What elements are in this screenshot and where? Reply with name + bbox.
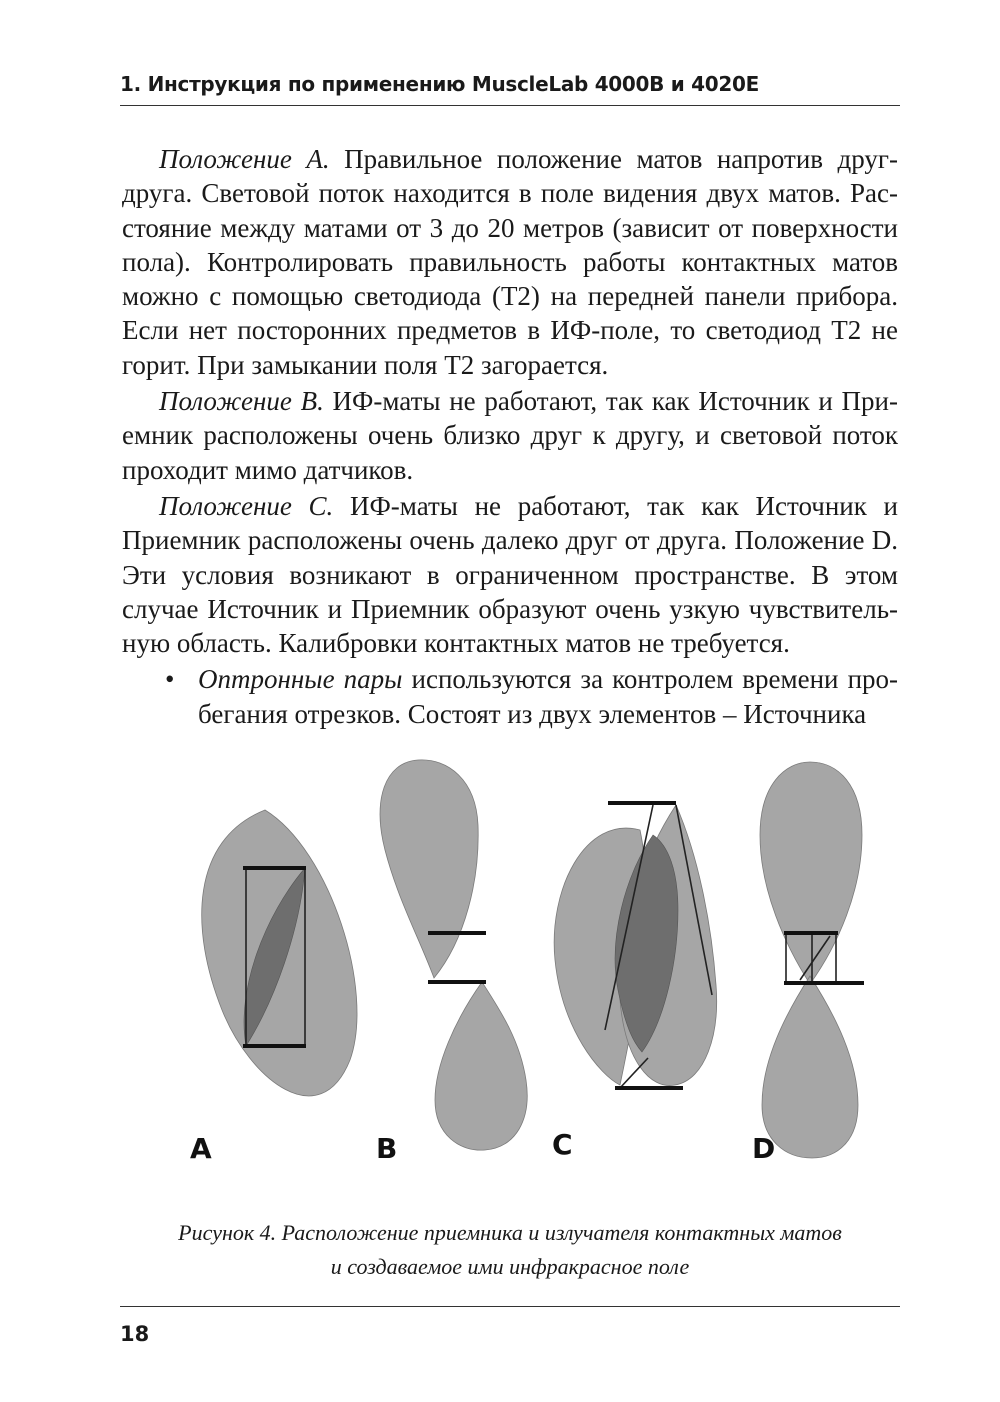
paragraph-position-b bbox=[122, 384, 898, 487]
paragraph-position-c bbox=[122, 489, 898, 660]
body-text bbox=[122, 142, 898, 731]
bullet-dot: • bbox=[165, 664, 175, 695]
position-a-text: Правильное положение матов напротив друг-друга. Световой поток находится в поле видения двух матов. Рас-стояние между матами от 3 до 20 метров (зависит от поверхности пола). Контролировать правильность работы контактных матов можно с помощью светодиода (Т2) на передней панели прибора. Если нет посторонних предметов в ИФ-поле, то светодиод Т2 не горит. При замыкании поля Т2 загорается. bbox=[122, 144, 898, 380]
position-a-label: Положение А. bbox=[159, 144, 330, 174]
panel-b-lobe-top bbox=[380, 760, 478, 978]
optron-text: используются за контролем времени про-бегания отрезков. Состоят из двух элементов – Источника bbox=[198, 664, 899, 729]
panel-b-label: B bbox=[376, 1132, 398, 1165]
bullet-item-optron bbox=[122, 662, 898, 731]
panel-c bbox=[552, 803, 717, 1161]
figure-caption bbox=[120, 1216, 900, 1284]
position-b-text: ИФ-маты не работают, так как Источник и При-емник расположены очень близко друг к другу, и световой поток проходит мимо датчиков. bbox=[122, 386, 898, 485]
position-c-label: Положение С. bbox=[159, 490, 334, 521]
panel-a-label: A bbox=[190, 1132, 212, 1165]
panel-b-lobe-bottom bbox=[435, 982, 527, 1150]
caption-line-1: Рисунок 4. Расположение приемника и излучателя контактных матов bbox=[178, 1220, 842, 1245]
page-number: 18 bbox=[120, 1322, 150, 1346]
footer-divider bbox=[120, 1306, 900, 1307]
figure-svg bbox=[0, 740, 1000, 1180]
caption-line-2: и создаваемое ими инфракрасное поле bbox=[330, 1254, 690, 1279]
running-header: 1. Инструкция по применению MuscleLab 4000B и 4020E bbox=[120, 72, 759, 96]
panel-d-label: D bbox=[752, 1132, 776, 1165]
optron-label: Оптронные пары bbox=[198, 664, 403, 695]
header-divider bbox=[120, 105, 900, 106]
panel-d bbox=[752, 762, 864, 1165]
paragraph-position-a bbox=[122, 142, 898, 382]
figure-ir-fields bbox=[0, 740, 1000, 1180]
position-b-label: Положение В. bbox=[159, 386, 324, 417]
panel-a bbox=[190, 810, 357, 1165]
panel-d-lobe-top bbox=[760, 762, 862, 984]
panel-c-label: C bbox=[552, 1128, 573, 1161]
panel-b bbox=[376, 760, 527, 1165]
panel-d-lobe-bottom bbox=[762, 976, 858, 1158]
position-c-text: ИФ-маты не работают, так как Источник и Приемник расположены очень далеко друг от друга. Положение D. Эти условия возникают в ограниченном пространстве. В этом случае Источник и Приемник образуют очень узкую чувствитель-ную область. Калибровки контактных матов не требуется. bbox=[122, 490, 898, 659]
